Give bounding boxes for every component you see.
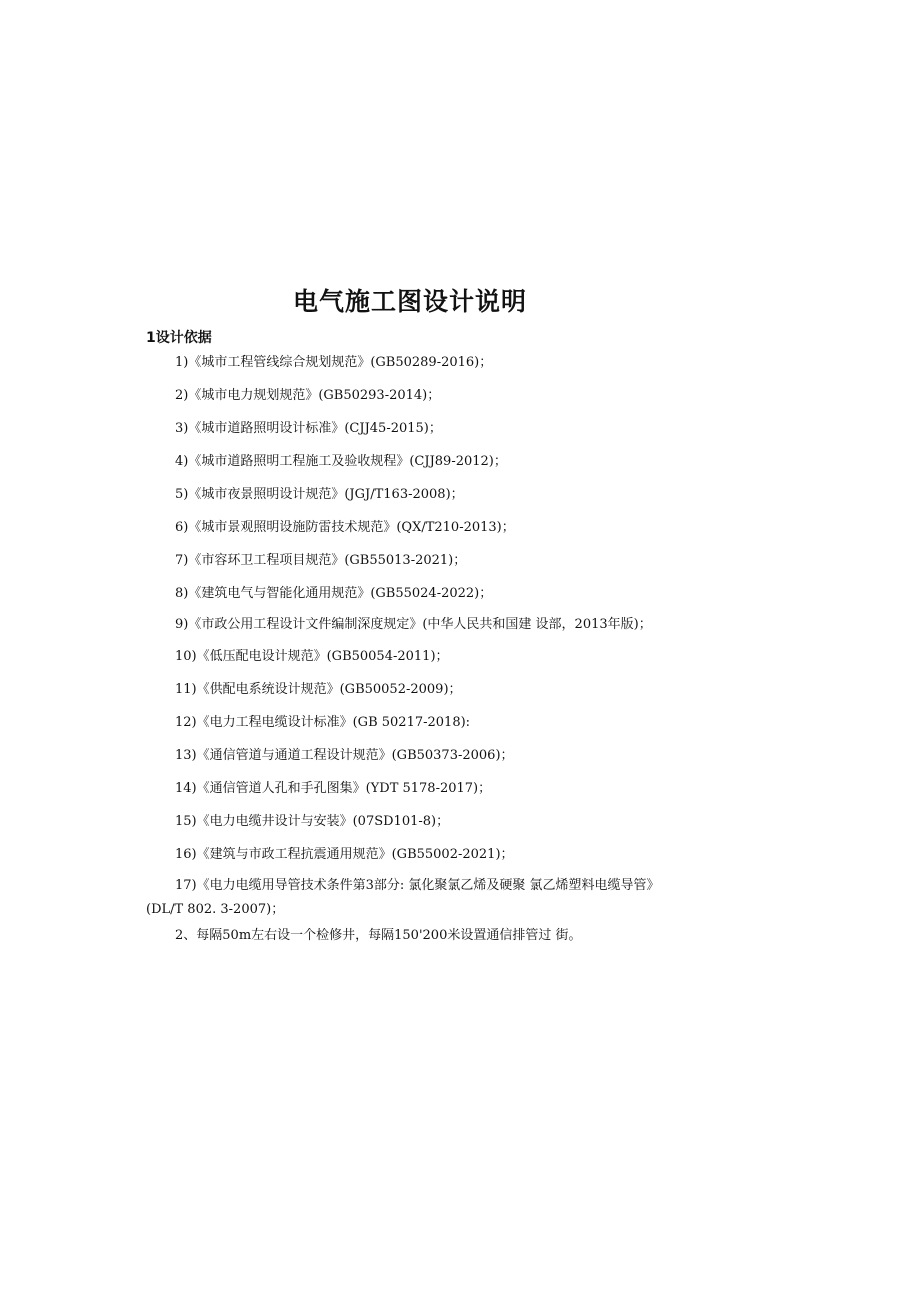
list-item: 17)《电力电缆用导管技术条件第3部分: 氯化聚氯乙烯及硬聚 氯乙烯塑料电缆导管》(DL/T 802. 3-2007)；	[146, 878, 660, 917]
list-item: 1)《城市工程管线综合规划规范》(GB50289-2016)；	[175, 355, 493, 370]
list-item: 3)《城市道路照明设计标准》(CJJ45-2015)；	[175, 421, 442, 436]
list-item: 13)《通信管道与通道工程设计规范》(GB50373-2006)；	[175, 748, 514, 763]
list-item: 10)《低压配电设计规范》(GB50054-2011)；	[175, 649, 449, 664]
document-title: 电气施工图设计说明	[292, 287, 527, 316]
list-item: 11)《供配电系统设计规范》(GB50052-2009)；	[175, 682, 462, 697]
list-item: 9)《市政公用工程设计文件编制深度规定》(中华人民共和国建 设部，2013年版)；	[175, 617, 652, 632]
note-paragraph: 2、每隔50m左右设一个检修井，每隔150'200米设置通信排管过 街。	[175, 928, 582, 943]
list-item: 14)《通信管道人孔和手孔图集》(YDT 5178-2017)；	[175, 781, 492, 796]
list-item: 4)《城市道路照明工程施工及验收规程》(CJJ89-2012)；	[175, 454, 507, 469]
list-item: 5)《城市夜景照明设计规范》(JGJ/T163-2008)；	[175, 487, 464, 502]
list-item: 8)《建筑电气与智能化通用规范》(GB55024-2022)；	[175, 586, 493, 601]
list-item: 16)《建筑与市政工程抗震通用规范》(GB55002-2021)；	[175, 847, 514, 862]
list-item: 7)《市容环卫工程项目规范》(GB55013-2021)；	[175, 553, 467, 568]
list-item: 2)《城市电力规划规范》(GB50293-2014)；	[175, 388, 441, 403]
section-heading-design-basis: 1设计依据	[146, 330, 212, 346]
list-item: 15)《电力电缆井设计与安装》(07SD101-8)；	[175, 814, 450, 829]
standards-list	[146, 349, 682, 955]
list-item: 12)《电力工程电缆设计标准》(GB 50217-2018):	[175, 715, 471, 730]
list-item: 6)《城市景观照明设施防雷技术规范》(QX/T210-2013)；	[175, 520, 515, 535]
